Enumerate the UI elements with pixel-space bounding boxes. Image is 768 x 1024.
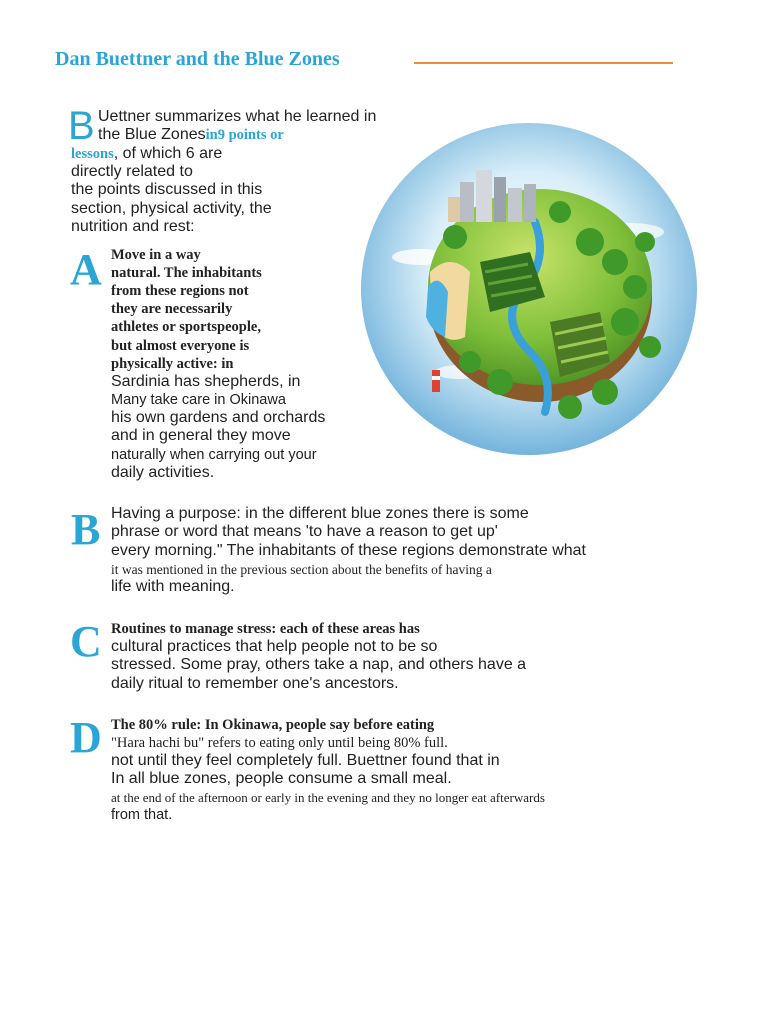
point-a-dropcap: A bbox=[70, 245, 102, 294]
point-a-line: they are necessarily bbox=[111, 301, 233, 317]
point-c-line: cultural practices that help people not to be so bbox=[111, 638, 438, 655]
point-d-line: The 80% rule: In Okinawa, people say before eating bbox=[111, 717, 435, 733]
title-rule bbox=[414, 62, 673, 64]
point-d-line: "Hara hachi bu" refers to eating only until being 80% full. bbox=[111, 735, 448, 751]
point-a-line: Move in a way bbox=[111, 247, 201, 263]
point-d-dropcap: D bbox=[70, 713, 102, 762]
intro-text: , of which 6 are bbox=[113, 145, 223, 162]
point-a-line: physically active: in bbox=[111, 356, 234, 372]
point-a-line: natural. The inhabitants bbox=[111, 265, 262, 281]
intro-line bbox=[71, 145, 222, 163]
point-b-line: life with meaning. bbox=[111, 578, 235, 595]
point-a-line: naturally when carrying out your bbox=[111, 447, 317, 463]
intro-highlight: lessons bbox=[71, 146, 114, 162]
point-b-line: phrase or word that means 'to have a reason to get up' bbox=[111, 523, 498, 540]
point-a-line: athletes or sportspeople, bbox=[111, 319, 261, 335]
intro-line: Uettner summarizes what he learned in bbox=[98, 108, 377, 125]
point-a-line: but almost everyone is bbox=[111, 338, 250, 354]
point-b-line: every morning." The inhabitants of these regions demonstrate what bbox=[111, 542, 586, 559]
point-c-line: stressed. Some pray, others take a nap, and others have a bbox=[111, 656, 527, 673]
point-c-line: daily ritual to remember one's ancestors. bbox=[111, 675, 399, 692]
intro-highlight: in9 points or bbox=[205, 127, 284, 143]
point-b-line: it was mentioned in the previous section about the benefits of having a bbox=[111, 562, 492, 577]
point-d-line: In all blue zones, people consume a small meal. bbox=[111, 770, 452, 787]
point-d-line: not until they feel completely full. Buettner found that in bbox=[111, 752, 500, 769]
point-c-line: Routines to manage stress: each of these areas has bbox=[111, 621, 420, 637]
point-c-dropcap: C bbox=[70, 617, 102, 666]
point-d-line: from that. bbox=[111, 807, 173, 823]
point-a-line: Many take care in Okinawa bbox=[111, 392, 286, 408]
point-a-line: and in general they move bbox=[111, 427, 291, 444]
point-a-line: from these regions not bbox=[111, 283, 249, 299]
point-a-line: daily activities. bbox=[111, 464, 215, 481]
intro-line bbox=[98, 126, 284, 144]
intro-text: the Blue Zones bbox=[98, 126, 206, 143]
intro-dropcap: B bbox=[68, 104, 95, 148]
point-d-line: at the end of the afternoon or early in the evening and they no longer eat afterwards bbox=[111, 790, 545, 805]
intro-line: section, physical activity, the bbox=[71, 200, 272, 217]
intro-line: nutrition and rest: bbox=[71, 218, 195, 235]
page-title: Dan Buettner and the Blue Zones bbox=[55, 48, 340, 70]
intro-line: the points discussed in this bbox=[71, 181, 263, 198]
point-b-dropcap: B bbox=[71, 505, 101, 554]
intro-line: directly related to bbox=[71, 163, 193, 180]
point-b-line: Having a purpose: in the different blue zones there is some bbox=[111, 505, 529, 522]
point-a-line: his own gardens and orchards bbox=[111, 409, 326, 426]
point-a-line: Sardinia has shepherds, in bbox=[111, 373, 301, 390]
globe-illustration-icon bbox=[360, 122, 700, 457]
